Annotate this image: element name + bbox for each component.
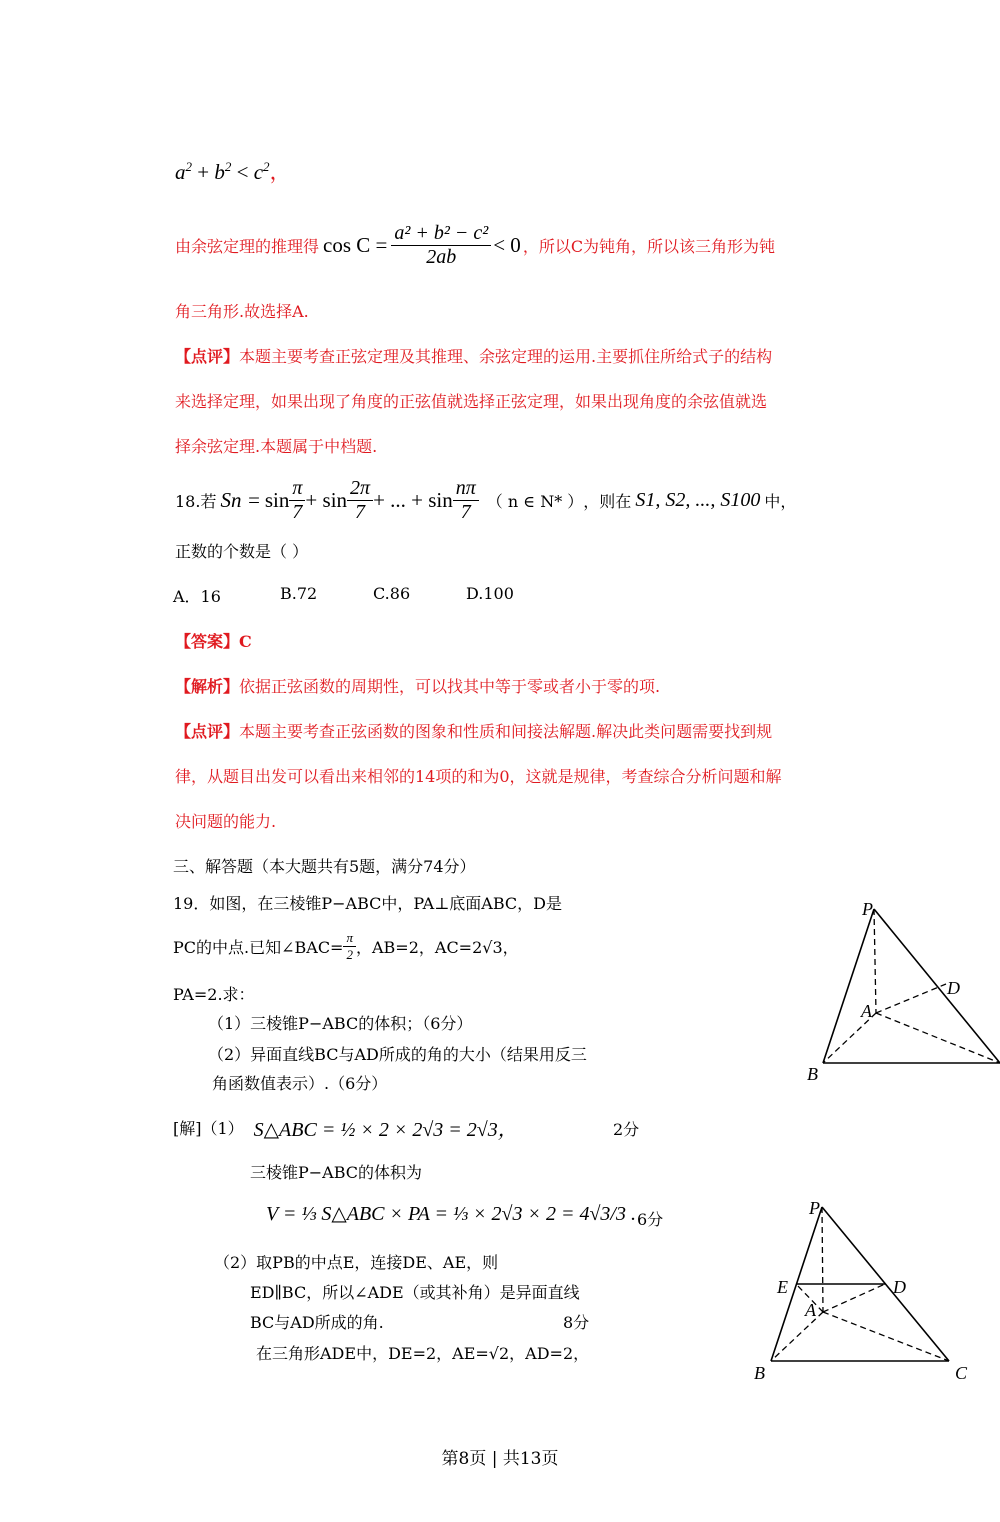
cosine-numerator: a² + b² − c²: [394, 221, 489, 244]
formula-line-top: [175, 156, 291, 186]
q18-comment-tag: 【点评】: [175, 722, 240, 741]
q18-option-b: B.72: [280, 584, 318, 603]
q18-analysis-tag: 【解析】: [175, 677, 240, 696]
q18-option-a: A．16: [173, 587, 221, 606]
q18-answer-line: [175, 629, 252, 652]
q18-sn: Sn =: [220, 487, 261, 512]
q18-option-c: C.86: [373, 584, 411, 603]
cosine-rhs: < 0: [493, 232, 521, 257]
pyramid-figure-2: [750, 1195, 980, 1385]
q18-dots: + ... + sin: [373, 487, 453, 512]
solution-score1: 2分: [613, 1120, 640, 1139]
q18-sin1: sin: [264, 487, 290, 512]
fig2-label-d: D: [893, 1277, 906, 1297]
comment1-tag: 【点评】: [175, 347, 240, 366]
comment1-text1: 本题主要考查正弦定理及其推理、余弦定理的运用.主要抓住所给式子的结构: [239, 347, 773, 366]
q18-frac3: [453, 477, 479, 524]
fig1-edge-pa: [874, 909, 876, 1013]
q18-plus1: + sin: [305, 487, 348, 512]
q18-seq: S1, S2, ..., S100: [635, 488, 761, 511]
cosine-fraction: [391, 222, 491, 269]
q18-frac3-den: 7: [453, 500, 479, 524]
section3-heading: 三、解答题（本大题共有5题，满分74分）: [173, 857, 476, 876]
conclusion-line: 角三角形.故选择A.: [175, 302, 309, 321]
fig2-edge-ac: [823, 1312, 949, 1361]
q18-zhong: 中，: [764, 491, 797, 511]
fig1-label-a: A: [861, 1001, 872, 1021]
q18-option-d: D.100: [466, 584, 514, 603]
q19-angle-fraction: [343, 930, 356, 963]
q18-frac2: [347, 477, 373, 524]
formula-inequality: $a^2 + b^2 < c^2$: [175, 159, 270, 184]
fig1-edge-ac: [876, 1013, 1000, 1063]
q18-analysis-line: [175, 674, 660, 697]
solution-part2-line4: 在三角形ADE中，DE=2，AE=√2，AD=2，: [256, 1344, 590, 1363]
fig2-label-e: E: [777, 1277, 788, 1297]
q19-line3: PA=2.求：: [173, 985, 255, 1004]
fig1-label-b: B: [807, 1064, 818, 1084]
pyramid-figure-1: [800, 895, 1000, 1085]
formula-comma: ，: [269, 160, 291, 184]
fig2-label-c: C: [955, 1363, 968, 1383]
cosine-lhs: cos C =: [323, 232, 388, 257]
q18-comment-line1: [175, 719, 772, 742]
cosine-prefix: 由余弦定理的推理得: [175, 236, 320, 256]
fig1-label-p: P: [862, 899, 873, 919]
fig2-edge-pa: [822, 1207, 823, 1312]
comment1-line2: 来选择定理，如果出现了角度的正弦值就选择正弦定理，如果出现角度的余弦值就选: [175, 392, 768, 411]
solution-part2-line3: BC与AD所成的角.: [250, 1313, 384, 1332]
q18-comment-text1: 本题主要考查正弦函数的图象和性质和间接法解题.解决此类问题需要找到规: [239, 722, 773, 741]
q19-line1: 19．如图，在三棱锥P−ABC中，PA⊥底面ABC，D是: [173, 894, 562, 913]
q18-frac3-num: nπ: [455, 476, 476, 499]
q19-part1: （1）三棱锥P−ABC的体积；（6分）: [208, 1014, 473, 1033]
solution-part2-line2: ED∥BC，所以∠ADE（或其补角）是异面直线: [250, 1283, 580, 1302]
q18-frac1: [289, 477, 305, 524]
q18-analysis-text: 依据正弦函数的周期性，可以找其中等于零或者小于零的项.: [239, 677, 661, 696]
cosine-line: [175, 214, 775, 276]
fig2-label-a: A: [805, 1300, 816, 1320]
q18-then: ，则在: [583, 491, 632, 511]
solution-volume-formula: V = ⅓ S△ABC × PA = ⅓ × 2√3 × 2 = 4√3/3 .: [266, 1203, 636, 1225]
q18-frac2-num: 2π: [350, 476, 371, 499]
comment1-line1: [175, 344, 772, 367]
page-footer: 第8页 | 共13页: [441, 1449, 559, 1469]
q18-frac2-den: 7: [347, 500, 373, 524]
q18-comment-line3: 决问题的能力.: [175, 812, 277, 831]
q18-options: [173, 584, 573, 606]
q18-answer: C: [239, 632, 252, 651]
solution-score3: 8分: [563, 1313, 590, 1332]
q19-angle-num: π: [346, 929, 353, 945]
solution-part2-line1: （2）取PB的中点E，连接DE、AE，则: [214, 1253, 499, 1272]
fig2-edge-ad: [823, 1284, 885, 1312]
q19-part2-line2: 角函数值表示）.（6分）: [212, 1074, 388, 1093]
solution-line1: [173, 1110, 518, 1144]
fig2-label-b: B: [754, 1363, 765, 1383]
q18-line1: [175, 470, 796, 530]
fig1-edge-ad: [876, 984, 946, 1013]
q18-frac1-den: 7: [289, 500, 305, 524]
q18-comment-line2: 律，从题目出发可以看出来相邻的14项的和为0，这就是规律，考查综合分析问题和解: [175, 767, 782, 786]
solution-volume-text: 三棱锥P−ABC的体积为: [250, 1163, 423, 1182]
q19-line2-b: ，AB=2，AC=2√3，: [355, 937, 519, 957]
q19-part2-line1: （2）异面直线BC与AD所成的角的大小（结果用反三: [208, 1045, 587, 1064]
comment1-line3: 择余弦定理.本题属于中档题.: [175, 437, 378, 456]
fig1-edge-pb: [823, 909, 874, 1063]
q18-line2: 正数的个数是（ ）: [175, 542, 309, 561]
solution-label: [解]（1）: [173, 1118, 244, 1138]
q19-line2: [173, 928, 519, 964]
q19-line2-a: PC的中点.已知∠BAC=: [173, 937, 344, 957]
fig1-edge-pc: [874, 909, 1000, 1063]
cosine-suffix: ，所以C为钝角，所以该三角形为钝: [522, 236, 776, 256]
q18-frac1-num: π: [292, 476, 303, 499]
cosine-denominator: 2ab: [391, 245, 491, 269]
solution-score2: 6分: [637, 1210, 664, 1229]
q19-angle-den: 2: [343, 946, 356, 963]
q18-number: 18.若: [175, 491, 217, 511]
fig2-label-p: P: [809, 1198, 820, 1218]
fig1-label-d: D: [947, 978, 960, 998]
q18-condition: （ n ∈ N* ）: [486, 491, 584, 511]
solution-area-formula: S△ABC = ½ × 2 × 2√3 = 2√3，: [253, 1118, 518, 1141]
q18-answer-tag: 【答案】: [175, 632, 240, 651]
